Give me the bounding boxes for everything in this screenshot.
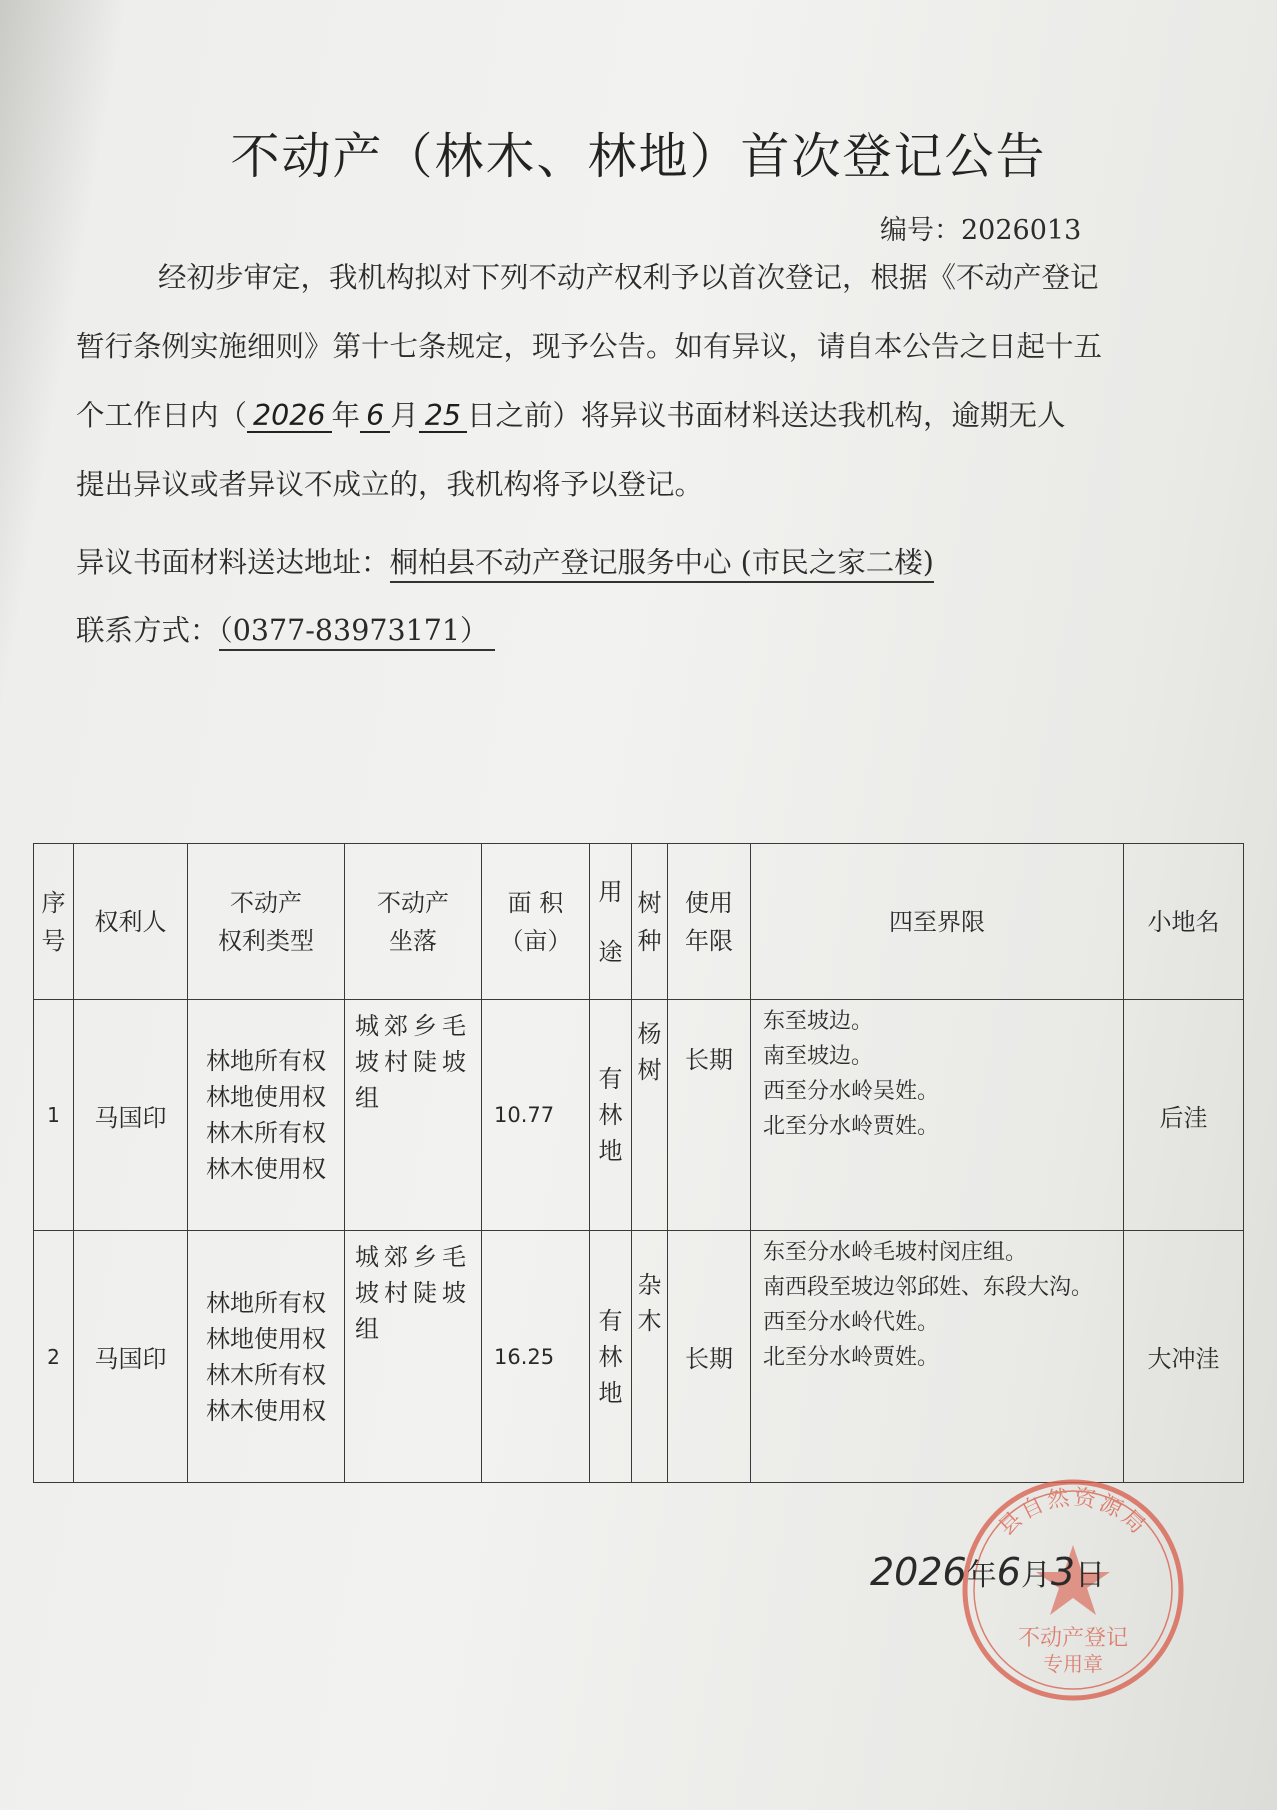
document-number: 编号：2026013 <box>880 215 1082 246</box>
right-type-item: 林木所有权 <box>206 1119 326 1147</box>
row-area: 10.77 <box>482 1000 590 1231</box>
bound-item: 北至分水岭贾姓。 <box>763 1114 940 1139</box>
table-header-row <box>34 844 1244 1000</box>
row-location: 城郊乡毛坡村陡坡组 <box>345 1000 482 1231</box>
row-place: 大冲洼 <box>1124 1231 1244 1483</box>
bound-item: 南至坡边。 <box>763 1044 874 1069</box>
svg-text:县自然资源局 <box>994 1485 1152 1540</box>
table-row <box>34 1000 1244 1231</box>
body-line-3 <box>76 381 1201 450</box>
row-term: 长期 <box>668 1000 751 1231</box>
right-type-item: 林地使用权 <box>206 1324 326 1353</box>
svg-text:专用章: 专用章 <box>1043 1652 1103 1676</box>
row-owner: 马国印 <box>74 1000 188 1231</box>
header-right-type: 不动产 权利类型 <box>188 844 345 1000</box>
row-right-types <box>188 1000 345 1231</box>
signature-month: 6 <box>996 1550 1021 1594</box>
body-line-3-part-d: 日之前）将异议书面材料送达我机构，逾期无人 <box>466 399 1066 432</box>
header-owner: 权利人 <box>74 844 188 1000</box>
header-seq: 序号 <box>34 844 74 1000</box>
bound-item: 东至坡边。 <box>763 1009 874 1034</box>
body-line-4: 提出异议或者异议不成立的，我机构将予以登记。 <box>76 468 704 501</box>
right-type-item: 林木所有权 <box>206 1360 326 1389</box>
row-tree: 杂木 <box>632 1231 668 1483</box>
bound-item: 西至分水岭代姓。 <box>763 1310 940 1335</box>
row-bounds <box>751 1231 1124 1483</box>
bound-item: 西至分水岭吴姓。 <box>763 1079 940 1104</box>
header-use: 用 途 <box>590 844 632 1000</box>
signature-year: 2026 <box>870 1550 967 1594</box>
bound-item: 南西段至坡边邻邱姓、东段大沟。 <box>763 1275 1094 1300</box>
body-line-3-part-a: 个工作日内（ <box>76 399 248 432</box>
svg-text:不动产登记: 不动产登记 <box>1017 1626 1129 1651</box>
header-place: 小地名 <box>1124 844 1244 1000</box>
body-line-1: 经初步审定，我机构拟对下列不动产权利予以首次登记，根据《不动产登记 <box>158 261 1099 294</box>
right-type-item: 林地使用权 <box>206 1083 326 1111</box>
row-use: 有林地 <box>590 1000 632 1231</box>
address-value: 桐柏县不动产登记服务中心 (市民之家二楼) <box>390 546 934 583</box>
row-location: 城郊乡毛坡村陡坡组 <box>345 1231 482 1483</box>
body-line-3-part-c: 月 <box>390 399 419 432</box>
right-type-item: 林木使用权 <box>206 1396 326 1425</box>
signature-day: 3 <box>1050 1550 1076 1594</box>
row-seq: 2 <box>34 1231 74 1483</box>
handwritten-deadline-day: 25 <box>419 401 467 433</box>
address-label: 异议书面材料送达地址： <box>76 546 390 579</box>
address-line <box>76 540 934 581</box>
header-term: 使用 年限 <box>668 844 751 1000</box>
right-type-item: 林地所有权 <box>206 1047 326 1075</box>
row-owner: 马国印 <box>74 1231 188 1483</box>
row-tree: 杨树 <box>632 1000 668 1231</box>
announcement-body <box>76 243 1201 519</box>
contact-label: 联系方式： <box>76 614 219 647</box>
contact-line <box>76 608 495 649</box>
body-line-3-part-b: 年 <box>331 399 361 432</box>
signature-month-char: 月 <box>1020 1558 1051 1593</box>
signature-day-char: 日 <box>1075 1558 1106 1593</box>
row-bounds <box>751 1000 1124 1231</box>
row-seq: 1 <box>34 1000 74 1231</box>
row-term: 长期 <box>668 1231 751 1483</box>
table-row <box>34 1231 1244 1483</box>
header-bounds: 四至界限 <box>751 844 1124 1000</box>
bound-item: 北至分水岭贾姓。 <box>763 1345 940 1370</box>
handwritten-deadline-month: 6 <box>360 401 390 433</box>
registration-table <box>33 843 1244 1483</box>
signature-year-char: 年 <box>966 1558 997 1593</box>
signature-date <box>870 1550 1105 1594</box>
page-title: 不动产（林木、林地）首次登记公告 <box>230 128 1047 185</box>
contact-value: （0377-83973171） <box>219 614 495 651</box>
header-location: 不动产 坐落 <box>345 844 482 1000</box>
seal-text: 县自然资源局 <box>994 1485 1152 1541</box>
handwritten-deadline-year: 2026 <box>247 401 332 433</box>
row-place: 后洼 <box>1124 1000 1244 1231</box>
row-right-types <box>188 1231 345 1483</box>
row-area: 16.25 <box>482 1231 590 1483</box>
right-type-item: 林木使用权 <box>206 1155 326 1183</box>
row-use: 有林地 <box>590 1231 632 1483</box>
right-type-item: 林地所有权 <box>206 1288 326 1317</box>
header-area: 面 积 （亩） <box>482 844 590 1000</box>
body-line-2: 暂行条例实施细则》第十七条规定，现予公告。如有异议，请自本公告之日起十五 <box>76 330 1103 363</box>
header-tree: 树 种 <box>632 844 668 1000</box>
bound-item: 东至分水岭毛坡村闵庄组。 <box>763 1240 1028 1265</box>
